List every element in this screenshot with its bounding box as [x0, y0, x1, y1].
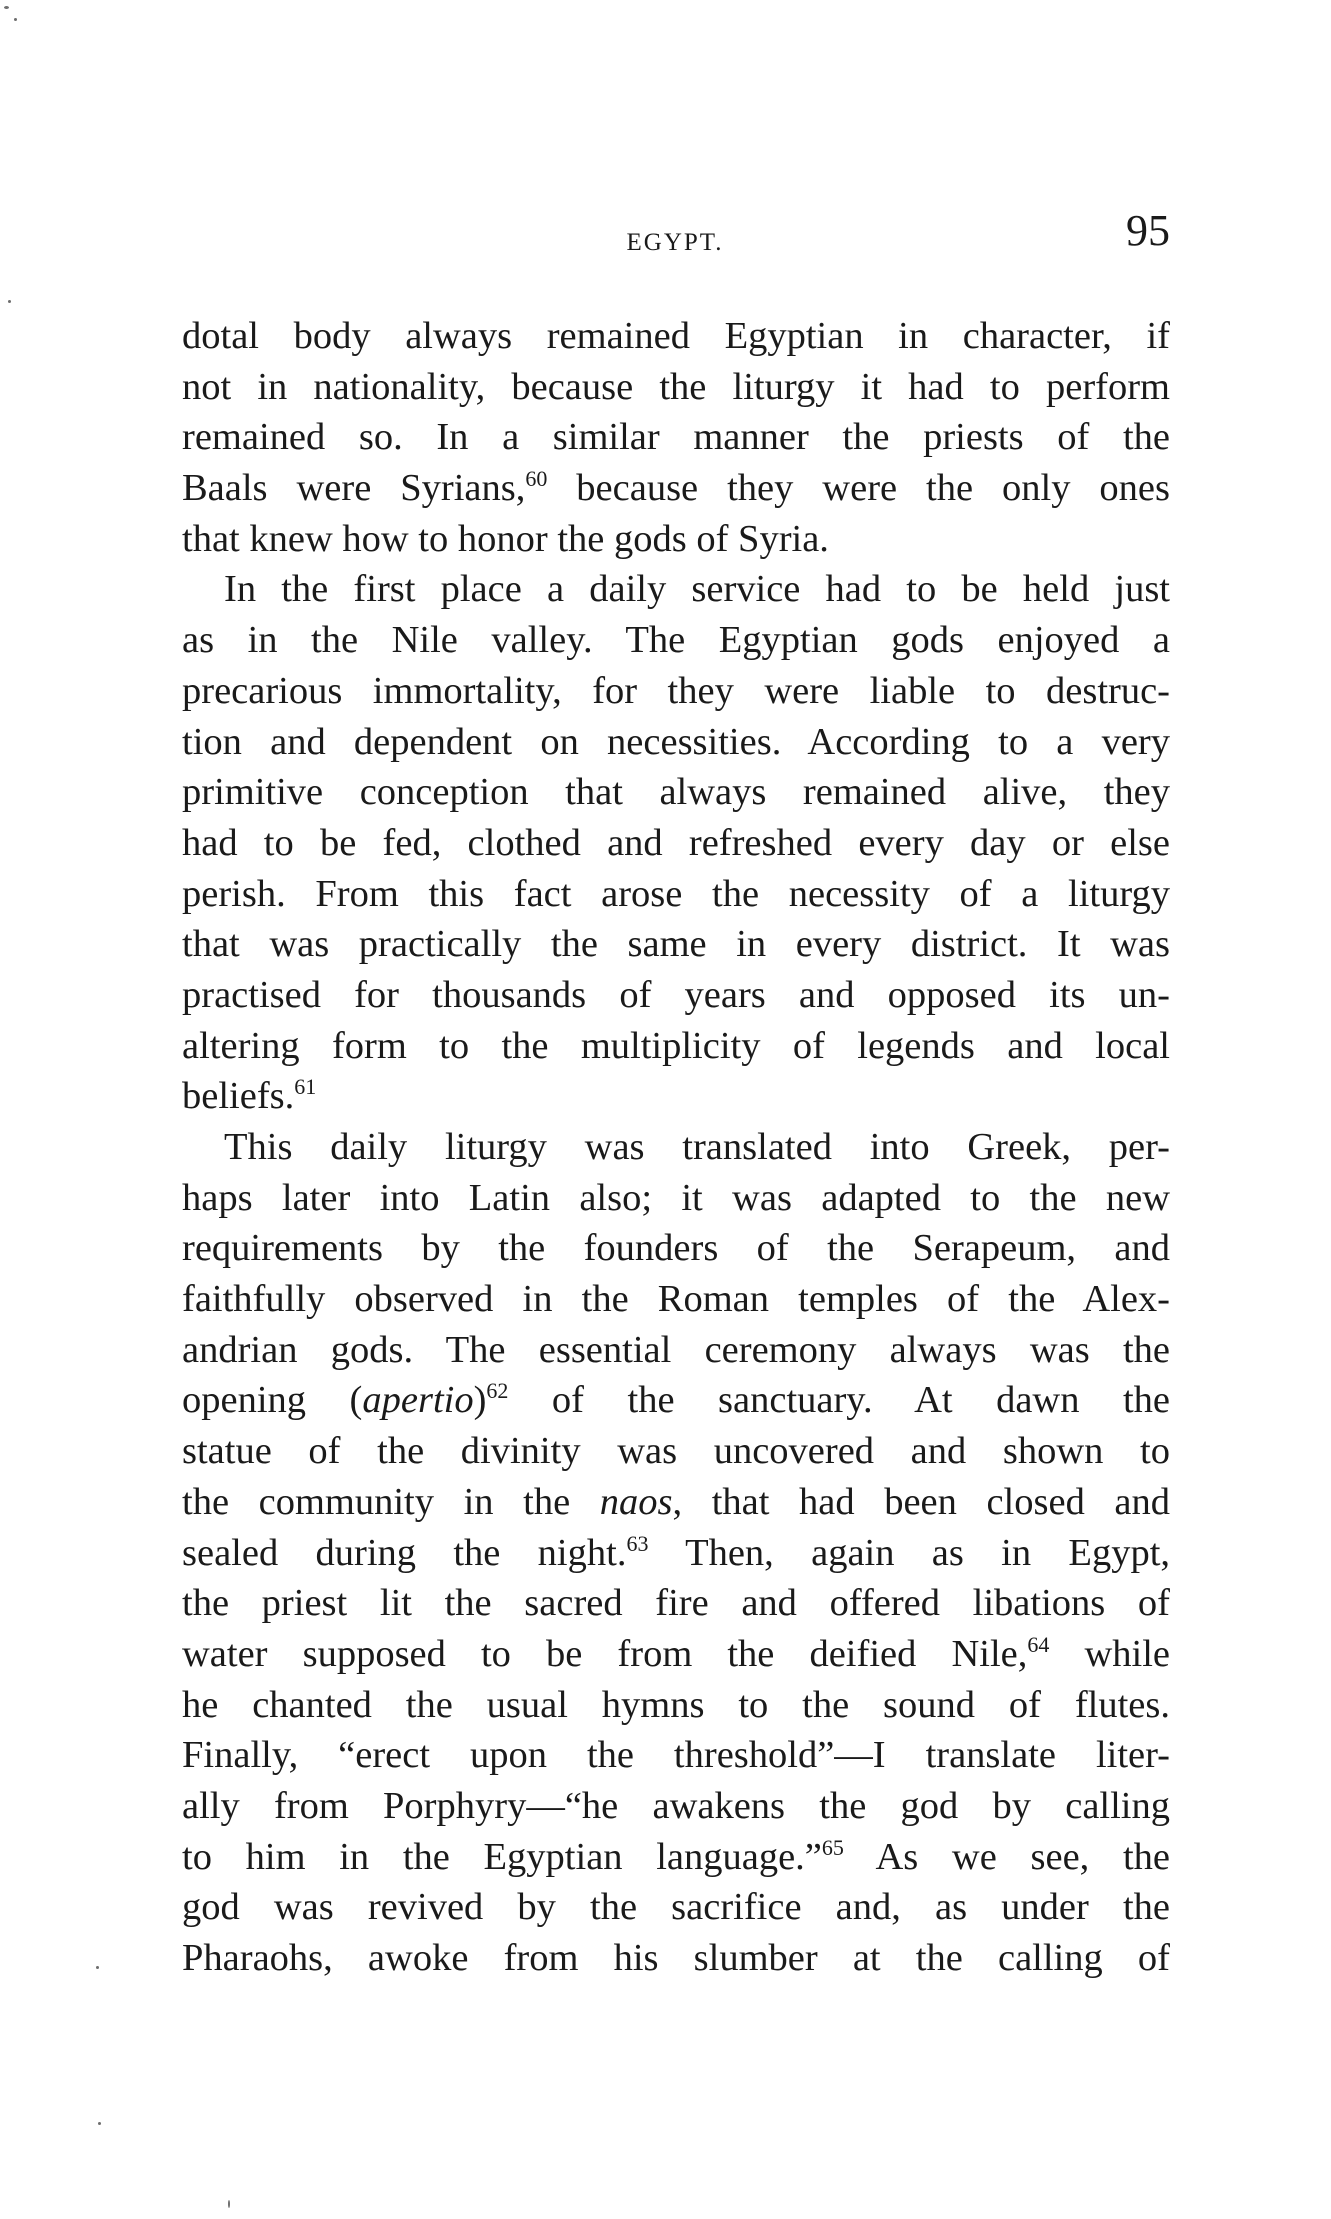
text-line: ally from Porphyry—“he awakens the god by calling: [182, 1784, 1170, 1827]
footnote-marker: 61: [294, 1074, 317, 1100]
scan-speck: [96, 1966, 99, 1969]
text-line: that was practically the same in every district. It was: [182, 923, 1170, 966]
paragraph-1: [182, 311, 1170, 564]
text-line: dotal body always remained Egyptian in character, if: [182, 315, 1170, 357]
text-line: opening (apertio)$^{62}$ of the sanctuary. At dawn the: [182, 1378, 1171, 1422]
italic-term: naos: [599, 1480, 673, 1523]
running-title: EGYPT.: [626, 229, 724, 256]
text-line: perish. From this fact arose the necessity of a liturgy: [182, 872, 1170, 915]
page-number: 95: [1126, 206, 1170, 255]
footnote-marker: 63: [626, 1530, 649, 1556]
text-line: not in nationality, because the liturgy it had to perform: [182, 365, 1170, 408]
text-line: water supposed to be from the deified Nile,$^{64}$ while: [182, 1631, 1170, 1675]
text-line: that knew how to honor the gods of Syria.: [182, 517, 829, 560]
text-line: god was revived by the sacrifice and, as under the: [182, 1886, 1170, 1929]
text-line: requirements by the founders of the Serapeum, and: [182, 1227, 1170, 1270]
scan-speck: [8, 300, 11, 303]
text-line: Finally, “erect upon the threshold”—I translate liter-: [182, 1734, 1170, 1777]
footnote-marker: 64: [1027, 1631, 1050, 1657]
text-line: beliefs.$^{61}$: [182, 1074, 317, 1118]
text-line: remained so. In a similar manner the priests of the: [182, 416, 1170, 459]
text-line: andrian gods. The essential ceremony always was the: [182, 1328, 1170, 1371]
text-line: sealed during the night.$^{63}$ Then, again as in Egypt,: [182, 1530, 1171, 1574]
text-line: altering form to the multiplicity of legends and local: [182, 1024, 1170, 1067]
text-line: to him in the Egyptian language.”$^{65}$ As we see, the: [182, 1834, 1171, 1878]
scan-speck: [4, 6, 9, 9]
scan-speck: [98, 2122, 101, 2125]
text-line: haps later into Latin also; it was adapted to the new: [182, 1176, 1170, 1219]
footnote-marker: 62: [486, 1378, 509, 1404]
text-line: had to be fed, clothed and refreshed every day or else: [182, 821, 1170, 864]
scan-speck: [228, 2200, 230, 2208]
scan-speck: [14, 18, 17, 21]
text-line: as in the Nile valley. The Egyptian gods enjoyed a: [182, 619, 1170, 662]
text-line: In the first place a daily service had to be held just: [224, 568, 1170, 611]
text-line: practised for thousands of years and opposed its un-: [182, 973, 1170, 1016]
text-line: tion and dependent on necessities. According to a very: [182, 720, 1170, 763]
text-line: the community in the naos, that had been closed and: [182, 1480, 1170, 1523]
text-line: This daily liturgy was translated into Greek, per-: [224, 1126, 1170, 1168]
text-line: Baals were Syrians,$^{60}$ because they were the only ones: [182, 466, 1170, 510]
running-head: [180, 205, 1170, 265]
text-line: faithfully observed in the Roman temples of the Alex-: [182, 1278, 1170, 1321]
text-line: primitive conception that always remained alive, they: [182, 771, 1170, 814]
paragraph-3: [182, 1122, 1170, 1984]
text-line: statue of the divinity was uncovered and shown to: [182, 1430, 1170, 1473]
italic-term: apertio: [362, 1379, 474, 1422]
body-text: [182, 311, 1170, 1984]
text-line: precarious immortality, for they were liable to destruc-: [182, 669, 1170, 712]
text-line: he chanted the usual hymns to the sound of flutes.: [182, 1683, 1170, 1726]
footnote-marker: 65: [821, 1834, 844, 1860]
paragraph-2: [182, 564, 1170, 1122]
text-line: the priest lit the sacred fire and offered libations of: [182, 1582, 1170, 1625]
footnote-marker: 60: [525, 466, 548, 492]
text-line: Pharaohs, awoke from his slumber at the calling of: [182, 1937, 1170, 1979]
